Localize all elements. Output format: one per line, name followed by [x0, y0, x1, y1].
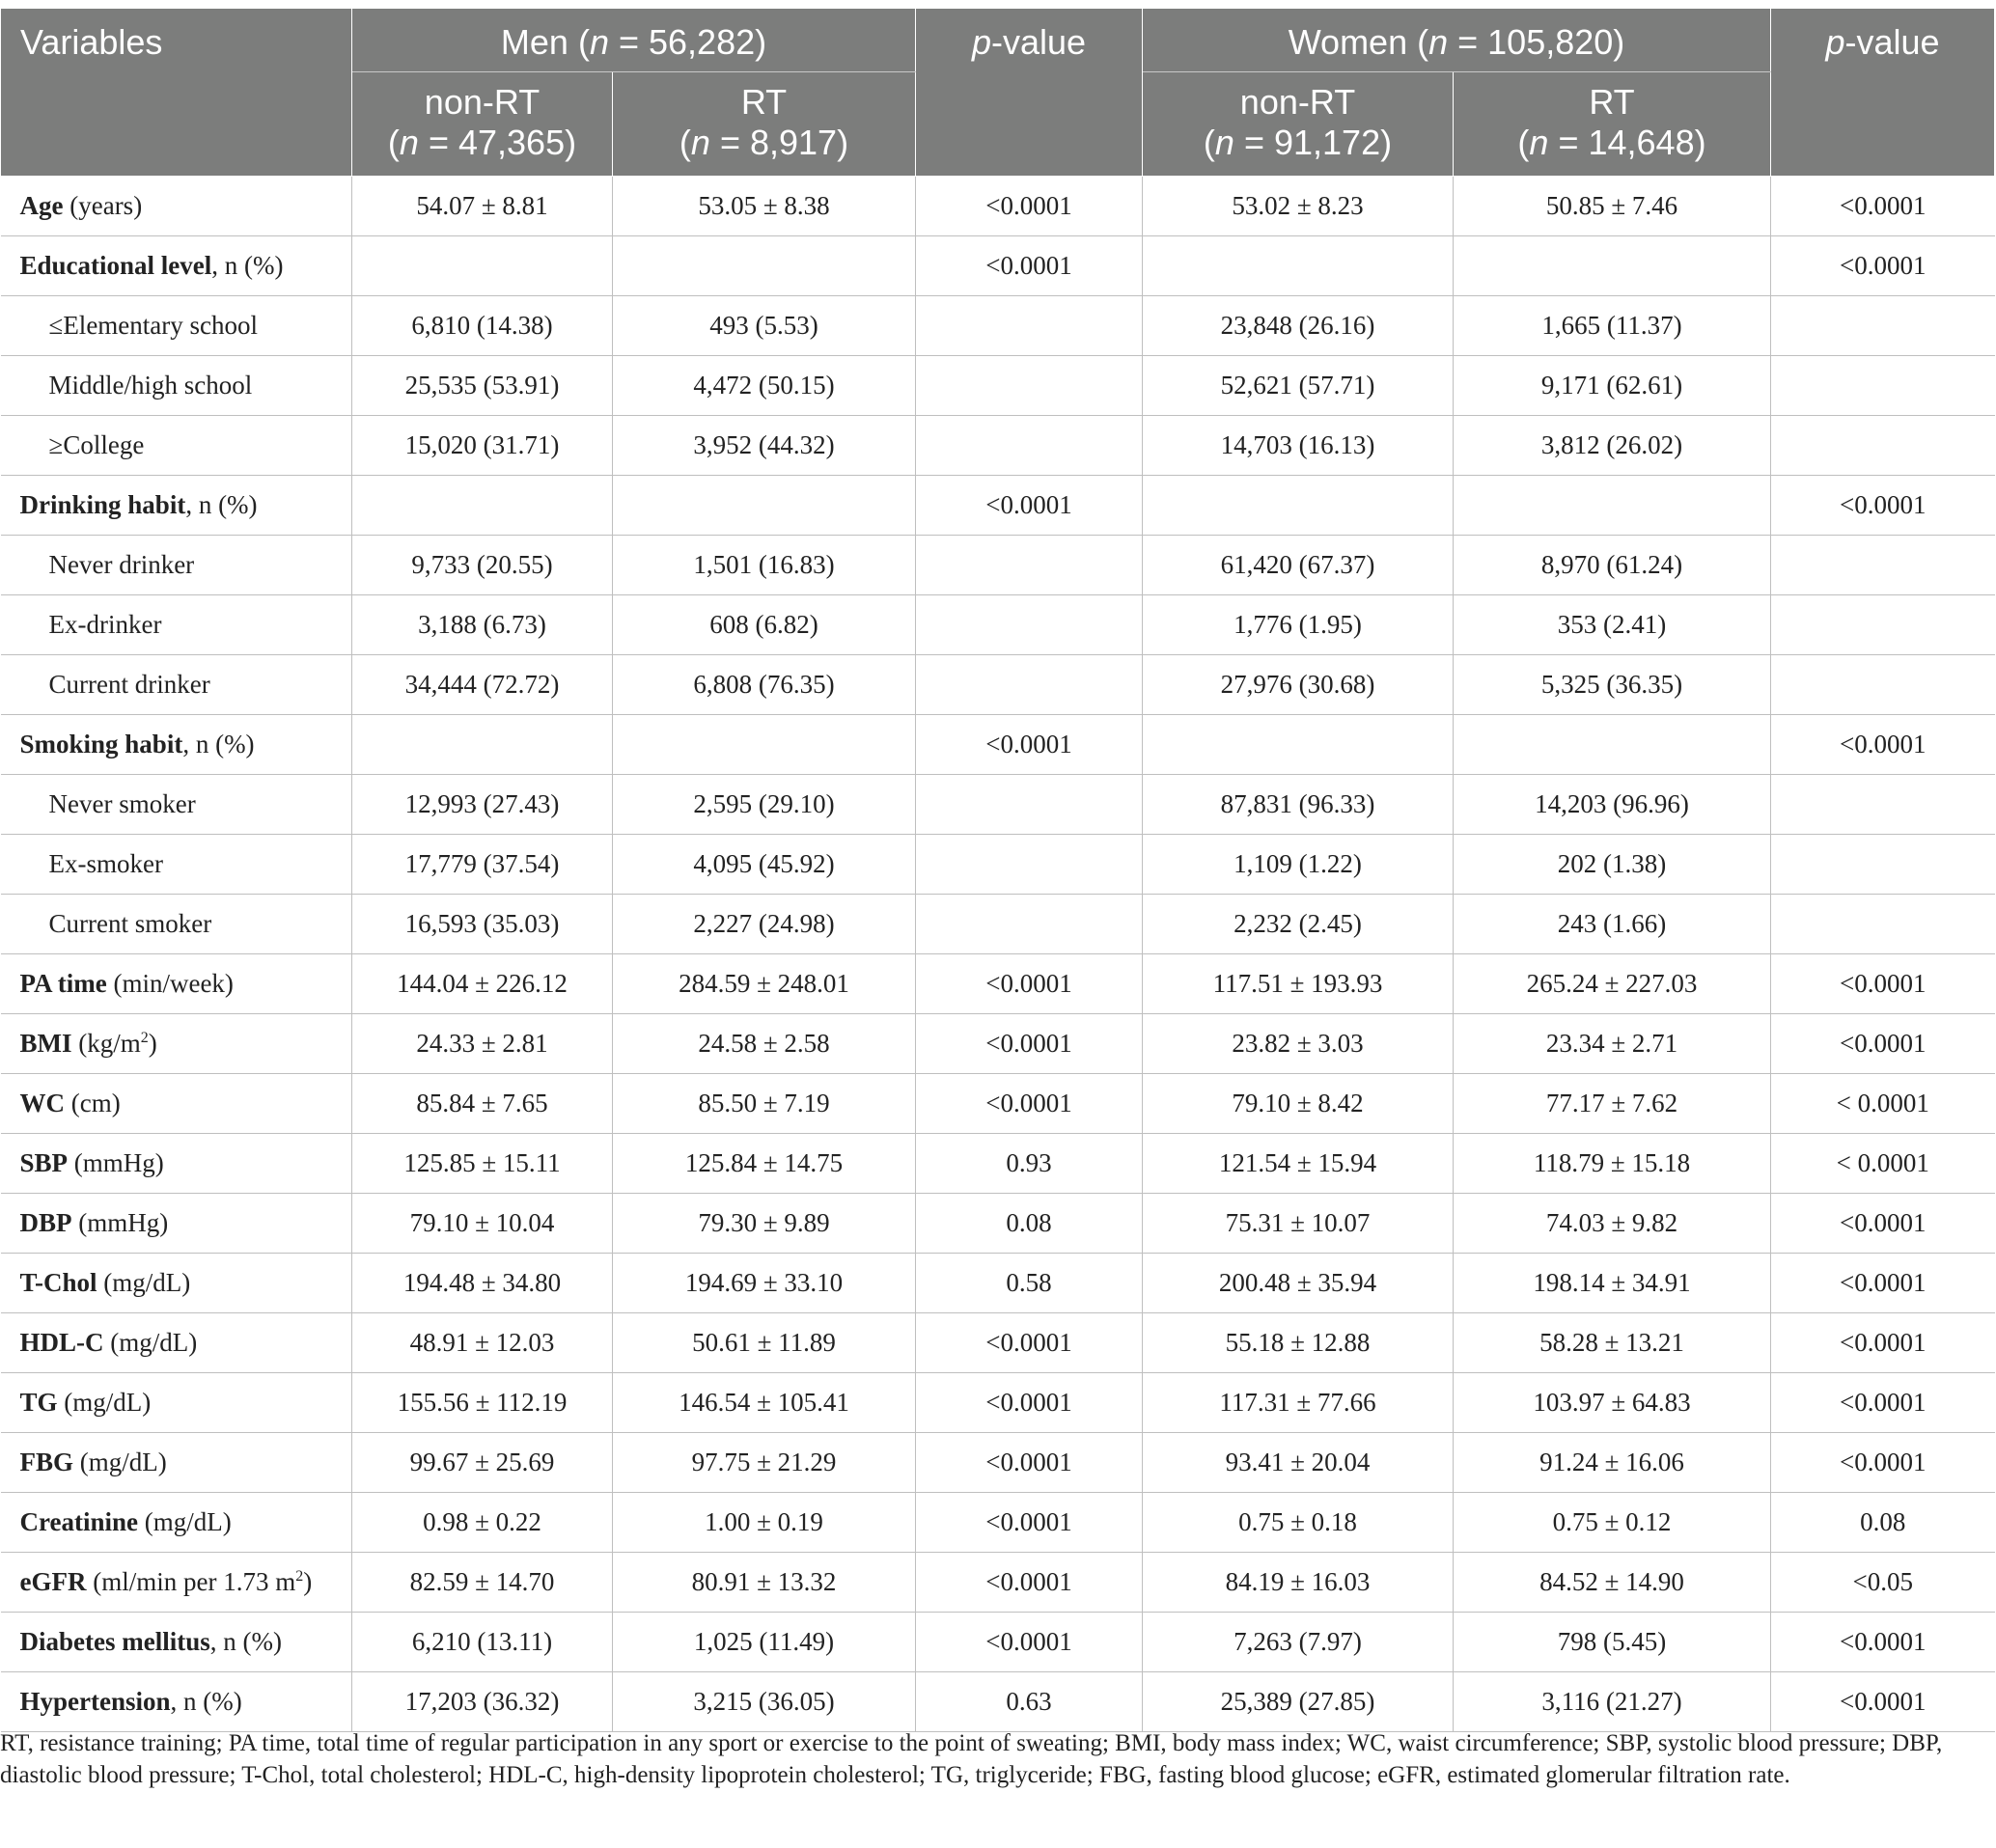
cell-men-p-value — [916, 536, 1143, 595]
cell-women-rt: 3,812 (26.02) — [1454, 416, 1771, 476]
table-row — [1, 1373, 1995, 1433]
cell-women-non-rt: 7,263 (7.97) — [1143, 1613, 1454, 1672]
cell-men-p-value: <0.0001 — [916, 1493, 1143, 1553]
cell-men-p-value: <0.0001 — [916, 236, 1143, 296]
baseline-characteristics-table — [0, 8, 1995, 1732]
cell-women-rt: 5,325 (36.35) — [1454, 655, 1771, 715]
header-women-rt: RT (n = 14,648) — [1454, 72, 1771, 177]
cell-women-rt: 77.17 ± 7.62 — [1454, 1074, 1771, 1134]
cell-women-non-rt: 23.82 ± 3.03 — [1143, 1014, 1454, 1074]
cell-men-non-rt: 125.85 ± 15.11 — [352, 1134, 613, 1194]
variable-label: Never drinker — [1, 536, 352, 595]
cell-men-non-rt: 0.98 ± 0.22 — [352, 1493, 613, 1553]
table-row — [1, 536, 1995, 595]
table-row — [1, 356, 1995, 416]
cell-women-non-rt: 117.31 ± 77.66 — [1143, 1373, 1454, 1433]
table-row — [1, 296, 1995, 356]
table-row — [1, 954, 1995, 1014]
cell-men-p-value — [916, 296, 1143, 356]
variable-label: T-Chol (mg/dL) — [1, 1254, 352, 1313]
cell-men-p-value — [916, 595, 1143, 655]
cell-men-non-rt — [352, 715, 613, 775]
cell-men-rt: 284.59 ± 248.01 — [613, 954, 916, 1014]
variable-label: Ex-drinker — [1, 595, 352, 655]
cell-men-non-rt: 85.84 ± 7.65 — [352, 1074, 613, 1134]
cell-men-p-value — [916, 775, 1143, 835]
cell-women-non-rt: 53.02 ± 8.23 — [1143, 177, 1454, 236]
cell-men-non-rt: 34,444 (72.72) — [352, 655, 613, 715]
variable-label: eGFR (ml/min per 1.73 $m^2$) — [1, 1553, 352, 1613]
table-row — [1, 1433, 1995, 1493]
cell-women-rt: 198.14 ± 34.91 — [1454, 1254, 1771, 1313]
table-row — [1, 715, 1995, 775]
cell-women-non-rt: 23,848 (26.16) — [1143, 296, 1454, 356]
cell-women-rt: 50.85 ± 7.46 — [1454, 177, 1771, 236]
table-row — [1, 1134, 1995, 1194]
table-row — [1, 1074, 1995, 1134]
header-men: Men (n = 56,282) — [352, 9, 916, 72]
cell-men-non-rt: 6,810 (14.38) — [352, 296, 613, 356]
cell-women-p-value: < 0.0001 — [1771, 1134, 1995, 1194]
cell-women-p-value: <0.0001 — [1771, 1613, 1995, 1672]
variable-label: FBG (mg/dL) — [1, 1433, 352, 1493]
cell-women-rt: 118.79 ± 15.18 — [1454, 1134, 1771, 1194]
cell-men-non-rt: 48.91 ± 12.03 — [352, 1313, 613, 1373]
header-women: Women (n = 105,820) — [1143, 9, 1771, 72]
cell-women-non-rt: 75.31 ± 10.07 — [1143, 1194, 1454, 1254]
cell-men-non-rt: 16,593 (35.03) — [352, 895, 613, 954]
cell-men-rt: 125.84 ± 14.75 — [613, 1134, 916, 1194]
header-variables: Variables — [1, 9, 352, 177]
table-row — [1, 1014, 1995, 1074]
table-row — [1, 655, 1995, 715]
cell-women-non-rt: 79.10 ± 8.42 — [1143, 1074, 1454, 1134]
cell-women-rt — [1454, 476, 1771, 536]
table-row — [1, 1613, 1995, 1672]
cell-men-p-value: <0.0001 — [916, 1014, 1143, 1074]
cell-men-p-value: <0.0001 — [916, 715, 1143, 775]
cell-men-rt: 6,808 (76.35) — [613, 655, 916, 715]
cell-women-rt: 8,970 (61.24) — [1454, 536, 1771, 595]
cell-women-p-value: <0.0001 — [1771, 1373, 1995, 1433]
cell-women-rt: 14,203 (96.96) — [1454, 775, 1771, 835]
cell-women-p-value — [1771, 296, 1995, 356]
cell-women-non-rt: 2,232 (2.45) — [1143, 895, 1454, 954]
cell-men-p-value: <0.0001 — [916, 1553, 1143, 1613]
cell-men-non-rt: 17,203 (36.32) — [352, 1672, 613, 1732]
table-row — [1, 1254, 1995, 1313]
cell-men-p-value: <0.0001 — [916, 476, 1143, 536]
cell-women-p-value: <0.0001 — [1771, 236, 1995, 296]
cell-men-p-value — [916, 416, 1143, 476]
cell-men-rt: 50.61 ± 11.89 — [613, 1313, 916, 1373]
cell-men-non-rt: 54.07 ± 8.81 — [352, 177, 613, 236]
cell-men-rt: 53.05 ± 8.38 — [613, 177, 916, 236]
cell-men-rt: 146.54 ± 105.41 — [613, 1373, 916, 1433]
cell-women-p-value: <0.0001 — [1771, 1194, 1995, 1254]
cell-men-p-value — [916, 895, 1143, 954]
cell-women-rt: 91.24 ± 16.06 — [1454, 1433, 1771, 1493]
cell-men-rt: 4,472 (50.15) — [613, 356, 916, 416]
cell-men-non-rt: 6,210 (13.11) — [352, 1613, 613, 1672]
cell-women-rt: 84.52 ± 14.90 — [1454, 1553, 1771, 1613]
table-row — [1, 775, 1995, 835]
variable-label: DBP (mmHg) — [1, 1194, 352, 1254]
cell-men-non-rt: 12,993 (27.43) — [352, 775, 613, 835]
cell-men-rt — [613, 236, 916, 296]
cell-women-rt: 798 (5.45) — [1454, 1613, 1771, 1672]
cell-men-non-rt: 79.10 ± 10.04 — [352, 1194, 613, 1254]
cell-women-p-value: <0.0001 — [1771, 1254, 1995, 1313]
cell-men-p-value: <0.0001 — [916, 1074, 1143, 1134]
cell-women-p-value — [1771, 536, 1995, 595]
header-women-p-value: p-value — [1771, 9, 1995, 177]
cell-men-rt: 24.58 ± 2.58 — [613, 1014, 916, 1074]
cell-men-non-rt: 155.56 ± 112.19 — [352, 1373, 613, 1433]
cell-men-non-rt — [352, 236, 613, 296]
variable-label: Current smoker — [1, 895, 352, 954]
cell-women-p-value: <0.0001 — [1771, 715, 1995, 775]
variable-label: HDL-C (mg/dL) — [1, 1313, 352, 1373]
cell-men-rt: 2,227 (24.98) — [613, 895, 916, 954]
cell-women-rt: 74.03 ± 9.82 — [1454, 1194, 1771, 1254]
header-women-non-rt: non-RT (n = 91,172) — [1143, 72, 1454, 177]
cell-men-rt: 2,595 (29.10) — [613, 775, 916, 835]
table-row — [1, 1553, 1995, 1613]
cell-men-p-value: 0.08 — [916, 1194, 1143, 1254]
header-men-p-value: p-value — [916, 9, 1143, 177]
cell-women-non-rt: 61,420 (67.37) — [1143, 536, 1454, 595]
cell-women-non-rt: 14,703 (16.13) — [1143, 416, 1454, 476]
variable-label: Smoking habit, n (%) — [1, 715, 352, 775]
variable-label: Current drinker — [1, 655, 352, 715]
cell-women-p-value: <0.0001 — [1771, 1313, 1995, 1373]
cell-women-non-rt: 84.19 ± 16.03 — [1143, 1553, 1454, 1613]
cell-men-non-rt: 99.67 ± 25.69 — [352, 1433, 613, 1493]
cell-men-p-value — [916, 835, 1143, 895]
cell-men-p-value: <0.0001 — [916, 954, 1143, 1014]
cell-women-non-rt: 1,109 (1.22) — [1143, 835, 1454, 895]
cell-women-non-rt — [1143, 476, 1454, 536]
cell-men-non-rt: 144.04 ± 226.12 — [352, 954, 613, 1014]
table-row — [1, 1313, 1995, 1373]
variable-label: Middle/high school — [1, 356, 352, 416]
cell-women-non-rt: 87,831 (96.33) — [1143, 775, 1454, 835]
header-men-non-rt: non-RT (n = 47,365) — [352, 72, 613, 177]
cell-men-non-rt: 25,535 (53.91) — [352, 356, 613, 416]
cell-men-p-value: <0.0001 — [916, 1613, 1143, 1672]
cell-men-rt: 1,025 (11.49) — [613, 1613, 916, 1672]
variable-label: Ex-smoker — [1, 835, 352, 895]
cell-men-rt: 3,215 (36.05) — [613, 1672, 916, 1732]
cell-women-non-rt: 93.41 ± 20.04 — [1143, 1433, 1454, 1493]
variable-label: TG (mg/dL) — [1, 1373, 352, 1433]
cell-men-non-rt: 17,779 (37.54) — [352, 835, 613, 895]
cell-women-non-rt: 117.51 ± 193.93 — [1143, 954, 1454, 1014]
cell-women-rt: 265.24 ± 227.03 — [1454, 954, 1771, 1014]
cell-women-rt: 103.97 ± 64.83 — [1454, 1373, 1771, 1433]
cell-women-non-rt: 0.75 ± 0.18 — [1143, 1493, 1454, 1553]
variable-label: Age (years) — [1, 177, 352, 236]
cell-women-p-value — [1771, 356, 1995, 416]
cell-men-rt: 97.75 ± 21.29 — [613, 1433, 916, 1493]
cell-women-p-value — [1771, 416, 1995, 476]
cell-men-p-value: <0.0001 — [916, 1313, 1143, 1373]
cell-women-rt: 0.75 ± 0.12 — [1454, 1493, 1771, 1553]
cell-women-p-value — [1771, 775, 1995, 835]
table-row — [1, 595, 1995, 655]
cell-women-p-value — [1771, 595, 1995, 655]
table-row — [1, 236, 1995, 296]
cell-men-rt: 608 (6.82) — [613, 595, 916, 655]
cell-men-rt: 493 (5.53) — [613, 296, 916, 356]
cell-women-p-value — [1771, 835, 1995, 895]
cell-men-rt: 194.69 ± 33.10 — [613, 1254, 916, 1313]
cell-men-non-rt: 194.48 ± 34.80 — [352, 1254, 613, 1313]
cell-men-p-value: 0.93 — [916, 1134, 1143, 1194]
cell-women-p-value: <0.05 — [1771, 1553, 1995, 1613]
variable-label: SBP (mmHg) — [1, 1134, 352, 1194]
cell-women-non-rt: 200.48 ± 35.94 — [1143, 1254, 1454, 1313]
cell-men-p-value: <0.0001 — [916, 177, 1143, 236]
table-row — [1, 476, 1995, 536]
variable-label: BMI $(kg/m^2)$ — [1, 1014, 352, 1074]
cell-men-p-value — [916, 356, 1143, 416]
variable-label: Creatinine (mg/dL) — [1, 1493, 352, 1553]
variable-label: PA time (min/week) — [1, 954, 352, 1014]
cell-women-non-rt: 121.54 ± 15.94 — [1143, 1134, 1454, 1194]
cell-men-non-rt: 3,188 (6.73) — [352, 595, 613, 655]
cell-men-non-rt: 15,020 (31.71) — [352, 416, 613, 476]
variable-label: Hypertension, n (%) — [1, 1672, 352, 1732]
cell-men-p-value: 0.63 — [916, 1672, 1143, 1732]
cell-men-rt: 1.00 ± 0.19 — [613, 1493, 916, 1553]
table-row — [1, 895, 1995, 954]
cell-women-p-value: < 0.0001 — [1771, 1074, 1995, 1134]
cell-men-rt — [613, 476, 916, 536]
cell-women-non-rt: 25,389 (27.85) — [1143, 1672, 1454, 1732]
table-row — [1, 1194, 1995, 1254]
cell-women-non-rt — [1143, 715, 1454, 775]
cell-women-rt: 1,665 (11.37) — [1454, 296, 1771, 356]
cell-women-non-rt — [1143, 236, 1454, 296]
variable-label: Educational level, n (%) — [1, 236, 352, 296]
table-row — [1, 416, 1995, 476]
table-row — [1, 835, 1995, 895]
cell-women-rt: 353 (2.41) — [1454, 595, 1771, 655]
cell-men-p-value: <0.0001 — [916, 1373, 1143, 1433]
cell-men-rt: 85.50 ± 7.19 — [613, 1074, 916, 1134]
cell-men-rt: 4,095 (45.92) — [613, 835, 916, 895]
cell-women-rt: 58.28 ± 13.21 — [1454, 1313, 1771, 1373]
cell-men-rt: 80.91 ± 13.32 — [613, 1553, 916, 1613]
cell-men-rt: 1,501 (16.83) — [613, 536, 916, 595]
cell-women-p-value — [1771, 895, 1995, 954]
cell-women-p-value: <0.0001 — [1771, 1672, 1995, 1732]
cell-women-p-value: <0.0001 — [1771, 1014, 1995, 1074]
cell-women-rt: 23.34 ± 2.71 — [1454, 1014, 1771, 1074]
cell-men-non-rt: 82.59 ± 14.70 — [352, 1553, 613, 1613]
variable-label: ≥College — [1, 416, 352, 476]
cell-women-p-value: <0.0001 — [1771, 177, 1995, 236]
cell-men-rt — [613, 715, 916, 775]
variable-label: Drinking habit, n (%) — [1, 476, 352, 536]
table-body — [1, 177, 1995, 1732]
table-row — [1, 1493, 1995, 1553]
cell-women-rt: 3,116 (21.27) — [1454, 1672, 1771, 1732]
cell-men-p-value: 0.58 — [916, 1254, 1143, 1313]
cell-women-rt: 243 (1.66) — [1454, 895, 1771, 954]
cell-women-p-value — [1771, 655, 1995, 715]
table-footnote: RT, resistance training; PA time, total time of regular participation in any sport or exercise to the point of sweating; BMI, body mass index; WC, waist circumference; SBP, systolic blood pressure; DBP, diastolic blood pressure; T-Chol, total cholesterol; HDL-C, high-density lipoprotein cholesterol; TG, triglyceride; FBG, fasting blood glucose; eGFR, estimated glomerular filtration rate. — [0, 1730, 1943, 1788]
variable-label: WC (cm) — [1, 1074, 352, 1134]
table-row — [1, 1672, 1995, 1732]
cell-women-non-rt: 52,621 (57.71) — [1143, 356, 1454, 416]
variable-label: ≤Elementary school — [1, 296, 352, 356]
cell-men-rt: 79.30 ± 9.89 — [613, 1194, 916, 1254]
cell-men-p-value: <0.0001 — [916, 1433, 1143, 1493]
results-table-container — [0, 8, 1994, 1732]
header-men-rt: RT (n = 8,917) — [613, 72, 916, 177]
table-row — [1, 177, 1995, 236]
cell-women-non-rt: 1,776 (1.95) — [1143, 595, 1454, 655]
cell-women-p-value: <0.0001 — [1771, 476, 1995, 536]
cell-women-rt: 9,171 (62.61) — [1454, 356, 1771, 416]
cell-women-p-value: 0.08 — [1771, 1493, 1995, 1553]
variable-label: Never smoker — [1, 775, 352, 835]
cell-women-p-value: <0.0001 — [1771, 1433, 1995, 1493]
cell-men-non-rt: 24.33 ± 2.81 — [352, 1014, 613, 1074]
cell-women-p-value: <0.0001 — [1771, 954, 1995, 1014]
cell-men-non-rt: 9,733 (20.55) — [352, 536, 613, 595]
cell-women-rt — [1454, 715, 1771, 775]
cell-women-rt: 202 (1.38) — [1454, 835, 1771, 895]
cell-women-rt — [1454, 236, 1771, 296]
cell-women-non-rt: 27,976 (30.68) — [1143, 655, 1454, 715]
cell-men-rt: 3,952 (44.32) — [613, 416, 916, 476]
variable-label: Diabetes mellitus, n (%) — [1, 1613, 352, 1672]
cell-women-non-rt: 55.18 ± 12.88 — [1143, 1313, 1454, 1373]
cell-men-p-value — [916, 655, 1143, 715]
cell-men-non-rt — [352, 476, 613, 536]
